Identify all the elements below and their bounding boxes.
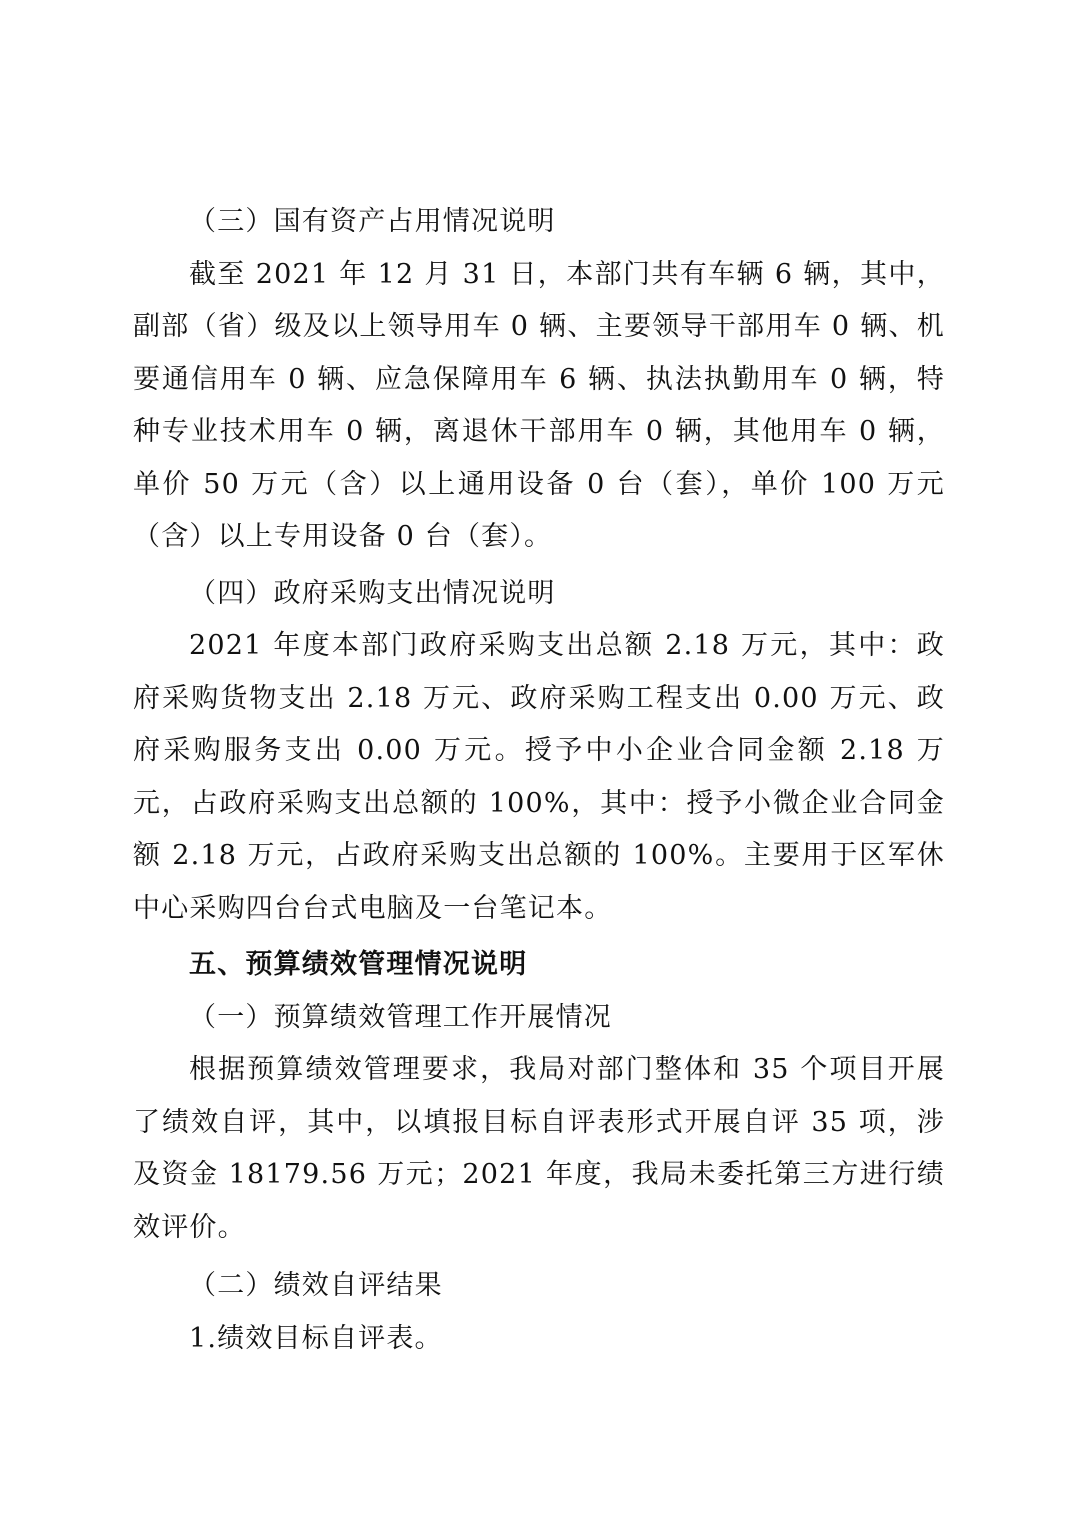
procurement-paragraph: 2021 年度本部门政府采购支出总额 2.18 万元，其中：政府采购货物支出 2.18 万元、政府采购工程支出 0.00 万元、政府采购服务支出 0.00 万元。授予中小企业合同金额 2.18 万元，占政府采购支出总额的 100%，其中：授予小微企业合同金额 2.18 万元，占政府采购支出总额的 100%。主要用于区军休中心采购四台台式电脑及一台笔记本。 [133,630,945,924]
procurement-heading: （四）政府采购支出情况说明 [189,577,556,609]
assets-paragraph: 截至 2021 年 12 月 31 日，本部门共有车辆 6 辆，其中，副部（省）级及以上领导用车 0 辆、主要领导干部用车 0 辆、机要通信用车 0 辆、应急保障用车 6 辆、执法执勤用车 0 辆，特种专业技术用车 0 辆，离退休干部用车 0 辆，其他用车 0 辆，单价 50 万元（含）以上通用设备 0 台（套），单价 100 万元（含）以上专用设备 0 台（套）。 [133,258,945,552]
assets-heading: （三）国有资产占用情况说明 [189,206,556,237]
document-page [133,196,945,1365]
work-paragraph: 根据预算绩效管理要求，我局对部门整体和 35 个项目开展了绩效自评，其中，以填报目标自评表形式开展自评 35 项，涉及资金 18179.56 万元；2021 年度，我局未委托第三方进行绩效评价。 [133,1054,945,1243]
performance-section-title: 五、预算绩效管理情况说明 [189,949,528,980]
work-heading: （一）预算绩效管理工作开展情况 [189,1001,612,1033]
results-item: 1.绩效目标自评表。 [189,1322,443,1354]
results-heading: （二）绩效自评结果 [189,1270,443,1301]
